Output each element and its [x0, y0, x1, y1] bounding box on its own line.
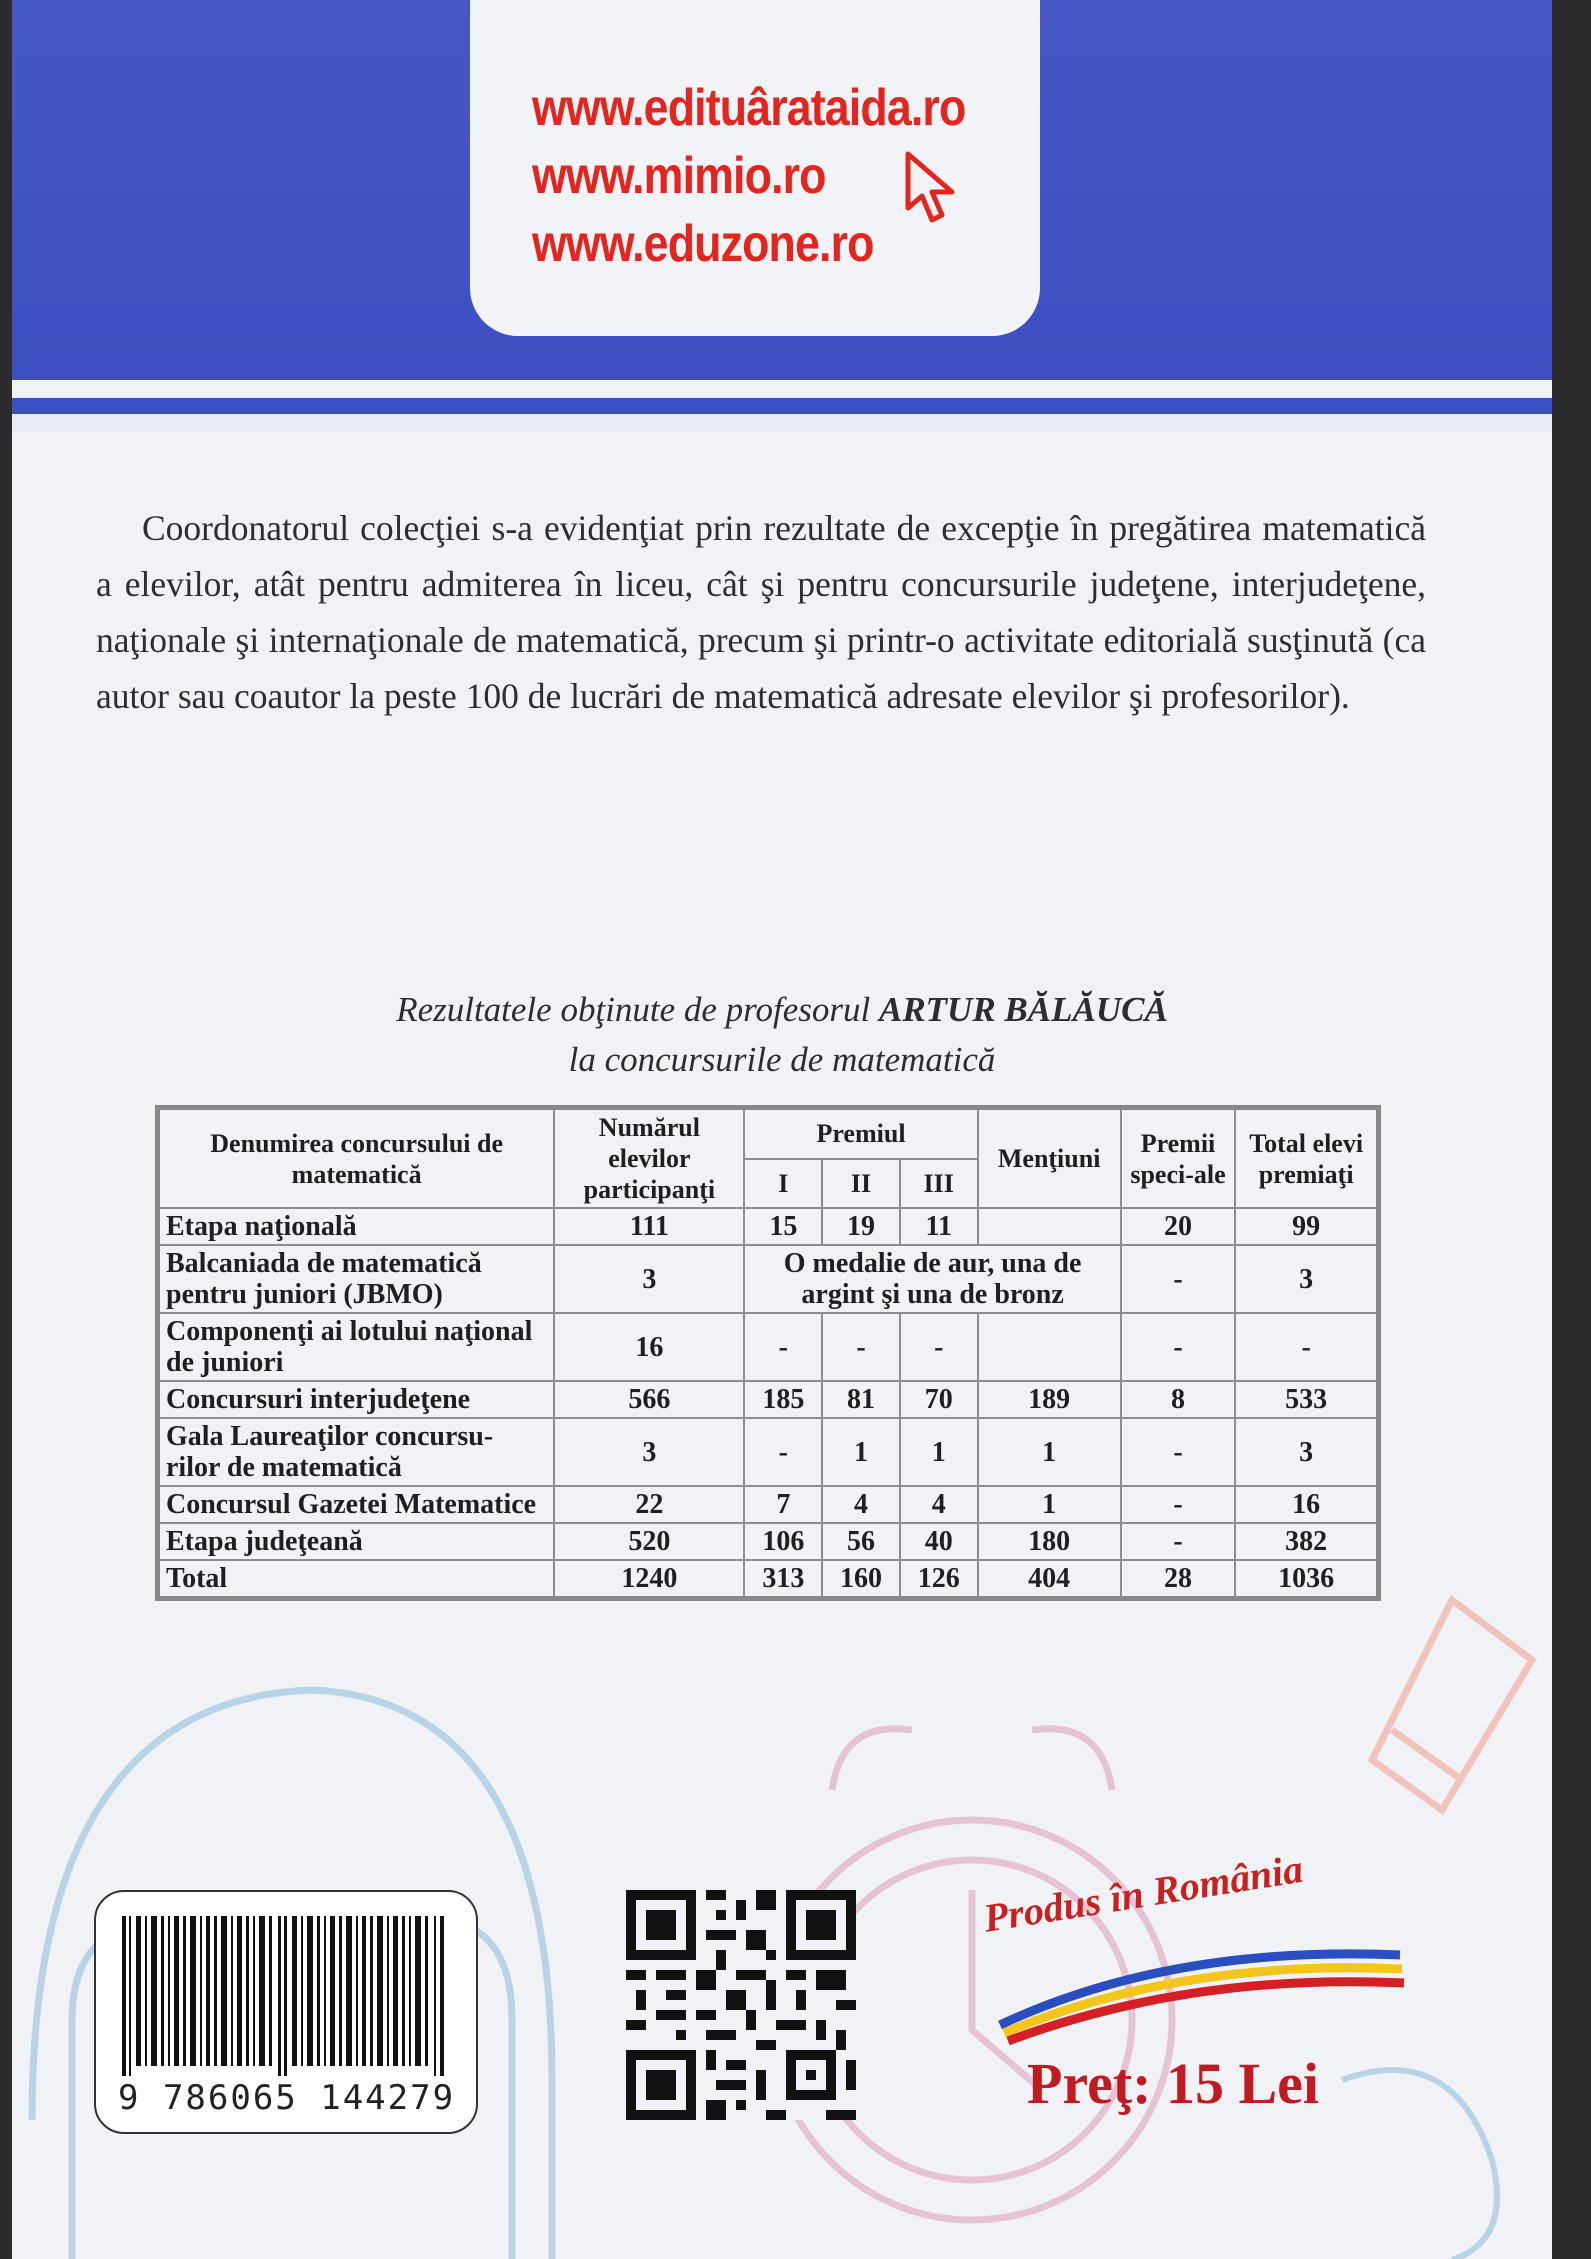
barcode-icon — [122, 1916, 452, 2076]
divider-stripe-light — [12, 414, 1552, 432]
prize-1: - — [744, 1313, 822, 1381]
romania-flag-swoosh-icon — [990, 1925, 1410, 2045]
table-row — [158, 1486, 1379, 1523]
contest-name: Gala Laureaţilor concursu-rilor de matematică — [158, 1418, 555, 1486]
header-prize: Premiul — [744, 1108, 977, 1159]
mentions: 180 — [978, 1523, 1121, 1560]
isbn-barcode — [94, 1890, 478, 2134]
prize-1: 313 — [744, 1560, 822, 1599]
prize-2: - — [822, 1313, 900, 1381]
table-row — [158, 1245, 1379, 1313]
book-back-cover — [12, 0, 1552, 2259]
contest-name: Balcaniada de matematică pentru juniori (JBMO) — [158, 1245, 555, 1313]
header-special-prizes: Premii speci-ale — [1121, 1108, 1236, 1209]
special-prizes: 20 — [1121, 1208, 1236, 1245]
header-mentions: Menţiuni — [978, 1108, 1121, 1209]
participants: 566 — [554, 1381, 744, 1418]
prize-2: 160 — [822, 1560, 900, 1599]
table-title-line1: Rezultatele obţinute de profesorul ARTUR BĂLĂUCĂ — [396, 990, 1168, 1029]
participants: 16 — [554, 1313, 744, 1381]
total-awarded: 99 — [1235, 1208, 1378, 1245]
special-prizes: - — [1121, 1418, 1236, 1486]
table-row — [158, 1208, 1379, 1245]
participants: 22 — [554, 1486, 744, 1523]
contest-name: Concursuri interjudeţene — [158, 1381, 555, 1418]
divider-stripe-blue — [12, 398, 1552, 414]
made-in-romania-label: Produs în România — [980, 1845, 1306, 1941]
special-prizes: 8 — [1121, 1381, 1236, 1418]
table-total-row — [158, 1560, 1379, 1599]
header-contest-name: Denumirea concursului de matematică — [158, 1108, 555, 1209]
prize-2: 1 — [822, 1418, 900, 1486]
mentions: 189 — [978, 1381, 1121, 1418]
special-prizes: 28 — [1121, 1560, 1236, 1599]
url-edituraTaida[interactable]: www.edituârataida.ro — [532, 79, 966, 137]
special-prizes: - — [1121, 1245, 1236, 1313]
prize-3: - — [900, 1313, 978, 1381]
prize-3: 40 — [900, 1523, 978, 1560]
special-prizes: - — [1121, 1523, 1236, 1560]
header-prize-3: III — [900, 1159, 978, 1208]
total-awarded: 3 — [1235, 1245, 1378, 1313]
prize-3: 126 — [900, 1560, 978, 1599]
table-row — [158, 1418, 1379, 1486]
total-awarded: - — [1235, 1313, 1378, 1381]
mentions — [978, 1313, 1121, 1381]
prize-3: 70 — [900, 1381, 978, 1418]
url-mimio[interactable]: www.mimio.ro — [532, 147, 826, 205]
qr-code-icon[interactable] — [626, 1890, 856, 2120]
participants: 111 — [554, 1208, 744, 1245]
prize-2: 19 — [822, 1208, 900, 1245]
header-participants: Numărul elevilor participanţi — [554, 1108, 744, 1209]
divider-stripe — [12, 380, 1552, 398]
total-awarded: 16 — [1235, 1486, 1378, 1523]
total-awarded: 382 — [1235, 1523, 1378, 1560]
coordinator-description: Coordonatorul colecţiei s-a evidenţiat prin rezultate de excepţie în pregătirea matematică a elevilor, atât pentru admiterea în liceu, cât şi pentru concursurile judeţene, interjudeţene, naţionale şi internaţionale de matematică, precum şi printr-o activitate editorială susţinută (ca autor sau coautor la peste 100 de lucrări de matematică adresate elevilor şi profesorilor). — [96, 508, 1426, 716]
table-header-row — [158, 1108, 1379, 1159]
table-title-line2: la concursurile de matematică — [568, 1040, 996, 1079]
prize-1: 106 — [744, 1523, 822, 1560]
mentions — [978, 1208, 1121, 1245]
total-awarded: 3 — [1235, 1418, 1378, 1486]
contest-name: Total — [158, 1560, 555, 1599]
participants: 3 — [554, 1418, 744, 1486]
header-prize-2: II — [822, 1159, 900, 1208]
price-label: Preţ: 15 Lei — [1027, 2051, 1320, 2116]
header-prize-1: I — [744, 1159, 822, 1208]
special-prizes: - — [1121, 1313, 1236, 1381]
website-box — [470, 0, 1040, 336]
prize-1: - — [744, 1418, 822, 1486]
contest-name: Concursul Gazetei Matematice — [158, 1486, 555, 1523]
cursor-icon — [902, 150, 962, 230]
url-eduzone[interactable]: www.eduzone.ro — [532, 215, 874, 273]
prize-3: 1 — [900, 1418, 978, 1486]
results-table — [155, 1105, 1381, 1601]
prize-1: 185 — [744, 1381, 822, 1418]
mentions: 1 — [978, 1486, 1121, 1523]
participants: 3 — [554, 1245, 744, 1313]
prize-3: 11 — [900, 1208, 978, 1245]
prize-2: 4 — [822, 1486, 900, 1523]
participants: 520 — [554, 1523, 744, 1560]
prize-1: 15 — [744, 1208, 822, 1245]
prize-1: 7 — [744, 1486, 822, 1523]
mentions: 404 — [978, 1560, 1121, 1599]
mentions: 1 — [978, 1418, 1121, 1486]
table-row — [158, 1381, 1379, 1418]
table-row — [158, 1523, 1379, 1560]
medals-summary: O medalie de aur, una de argint şi una de bronz — [744, 1245, 1120, 1313]
contest-name: Etapa judeţeană — [158, 1523, 555, 1560]
special-prizes: - — [1121, 1486, 1236, 1523]
prize-2: 81 — [822, 1381, 900, 1418]
isbn-number: 9 786065 144279 — [118, 2078, 456, 2118]
participants: 1240 — [554, 1560, 744, 1599]
prize-2: 56 — [822, 1523, 900, 1560]
header-total-awarded: Total elevi premiaţi — [1235, 1108, 1378, 1209]
contest-name: Componenţi ai lotului naţional de juniori — [158, 1313, 555, 1381]
table-row — [158, 1313, 1379, 1381]
contest-name: Etapa naţională — [158, 1208, 555, 1245]
total-awarded: 533 — [1235, 1381, 1378, 1418]
total-awarded: 1036 — [1235, 1560, 1378, 1599]
prize-3: 4 — [900, 1486, 978, 1523]
